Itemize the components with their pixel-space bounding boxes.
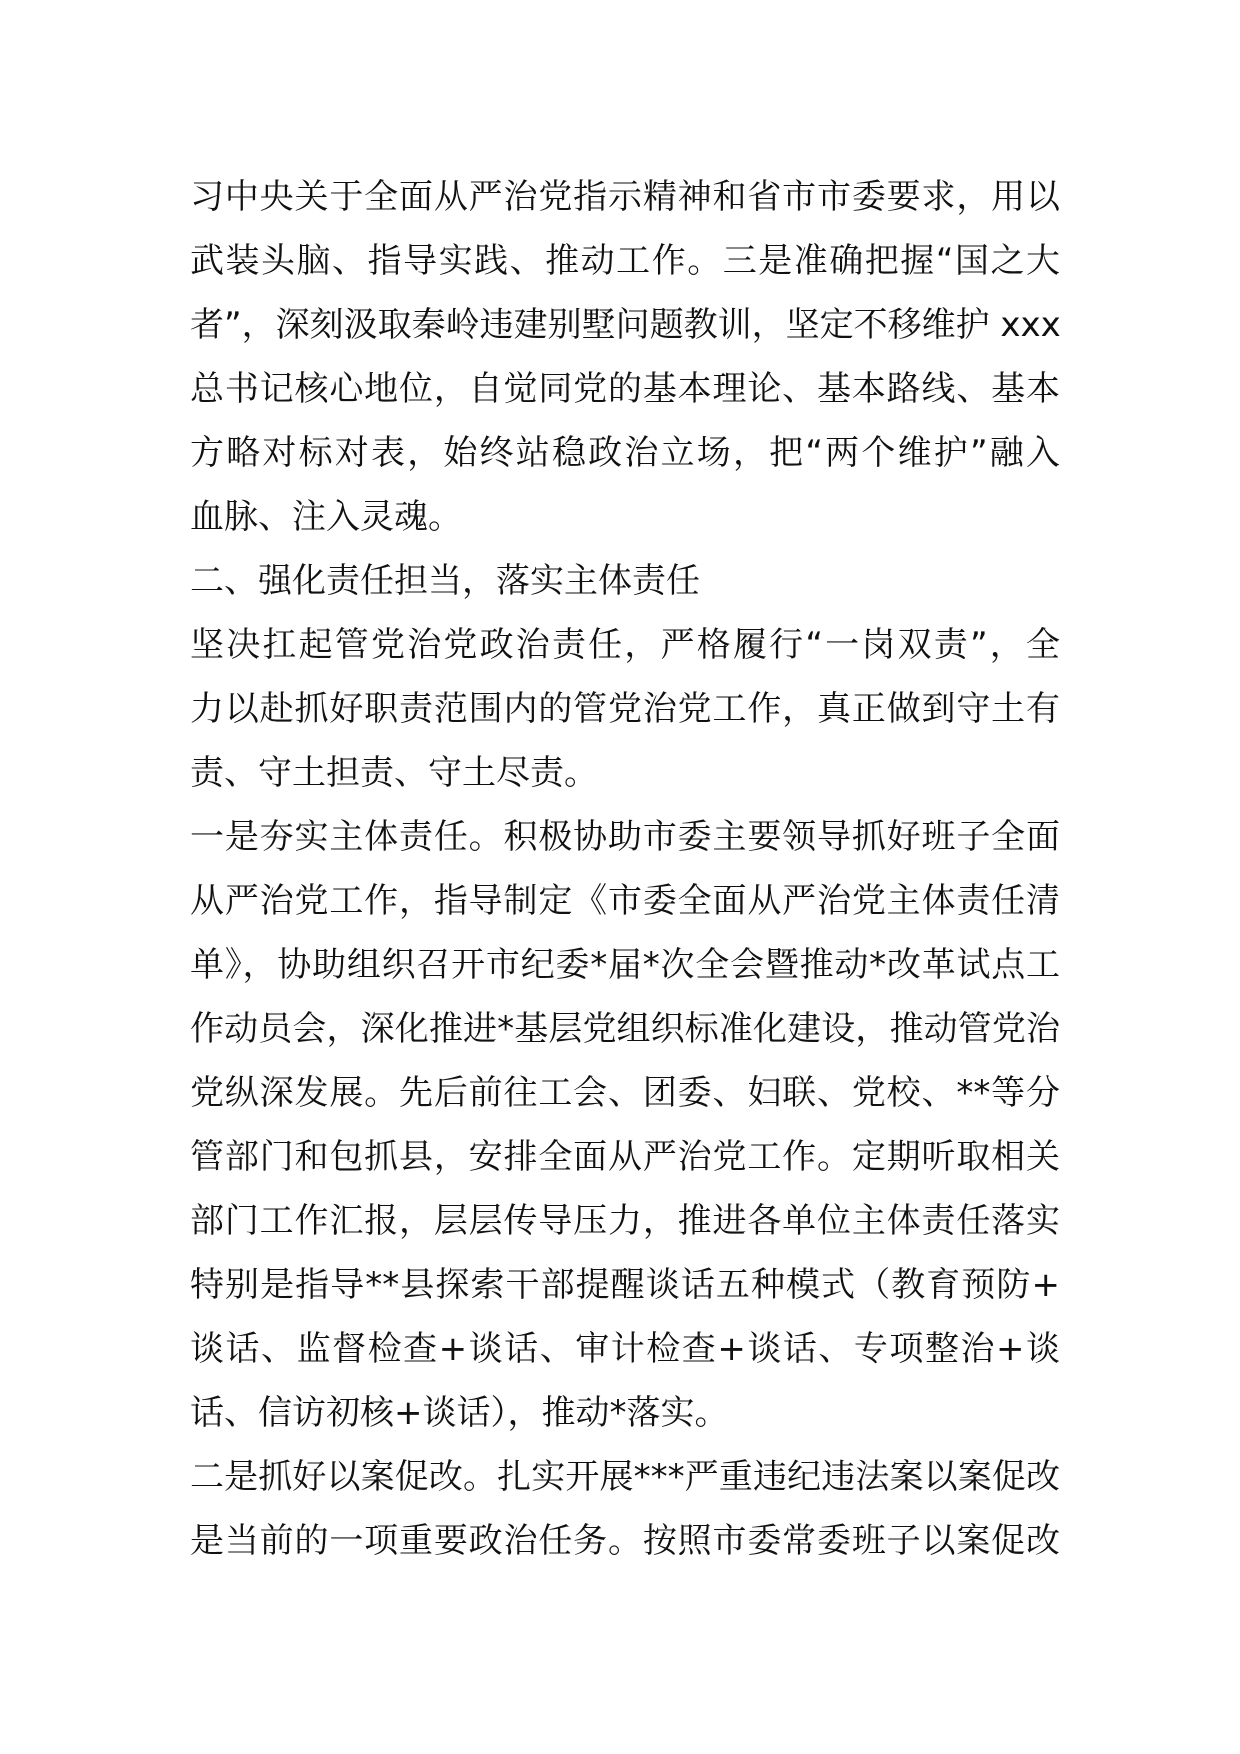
text-line: 方略对标对表，始终站稳政治立场，把“两个维护”融入 <box>190 433 1060 473</box>
text-line: 从严治党工作，指导制定《市委全面从严治党主体责任清 <box>190 881 1060 921</box>
text-line: 总书记核心地位，自觉同党的基本理论、基本路线、基本 <box>190 369 1060 409</box>
text-line: 特别是指导**县探索干部提醒谈话五种模式（教育预防+ <box>190 1265 1060 1305</box>
text-line: 二是抓好以案促改。扎实开展***严重违纪违法案以案促改 <box>190 1457 1060 1497</box>
text-line: 谈话、监督检查+谈话、审计检查+谈话、专项整治+谈 <box>190 1329 1060 1369</box>
text-line: 话、信访初核+谈话），推动*落实。 <box>190 1393 729 1433</box>
text-line: 党纵深发展。先后前往工会、团委、妇联、党校、**等分 <box>190 1073 1060 1113</box>
text-line: 作动员会，深化推进*基层党组织标准化建设，推动管党治 <box>190 1009 1060 1049</box>
text-line: 血脉、注入灵魂。 <box>190 497 462 537</box>
text-line: 责、守土担责、守土尽责。 <box>190 753 598 793</box>
text-line: 力以赴抓好职责范围内的管党治党工作，真正做到守土有 <box>190 689 1060 729</box>
text-line: 一是夯实主体责任。积极协助市委主要领导抓好班子全面 <box>190 817 1060 857</box>
text-line: 单》，协助组织召开市纪委*届*次全会暨推动*改革试点工 <box>190 945 1060 985</box>
text-line: 武装头脑、指导实践、推动工作。三是准确把握“国之大 <box>190 241 1060 281</box>
text-line: 坚决扛起管党治党政治责任，严格履行“一岗双责”，全 <box>190 625 1060 665</box>
text-line: 习中央关于全面从严治党指示精神和省市市委要求，用以 <box>190 177 1060 217</box>
text-line: 管部门和包抓县，安排全面从严治党工作。定期听取相关 <box>190 1137 1060 1177</box>
text-line: 部门工作汇报，层层传导压力，推进各单位主体责任落实 <box>190 1201 1060 1241</box>
text-line: 是当前的一项重要政治任务。按照市委常委班子以案促改 <box>190 1521 1060 1561</box>
section-heading: 二、强化责任担当，落实主体责任 <box>190 561 700 601</box>
text-line: 者”，深刻汲取秦岭违建别墅问题教训，坚定不移维护 xxx <box>190 305 1061 345</box>
